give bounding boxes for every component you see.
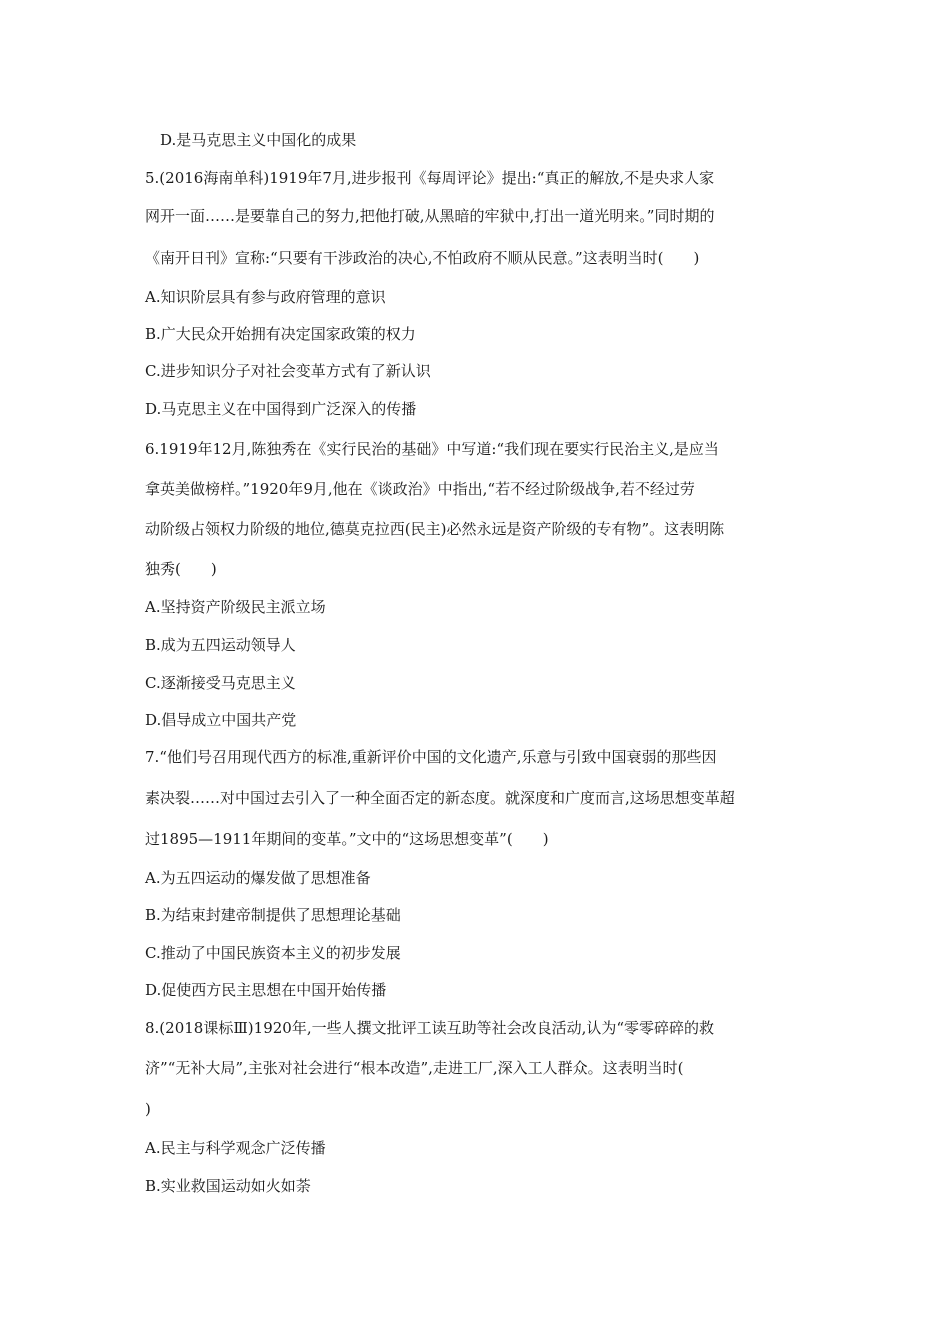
option-a-q7: A.为五四运动的爆发做了思想准备 [145,869,371,887]
option-c-q5: C.进步知识分子对社会变革方式有了新认识 [145,362,431,380]
question-6-line-2: 拿英美做榜样。”1920年9月,他在《谈政治》中指出,“若不经过阶级战争,若不经过劳 [145,480,695,498]
question-8-line-2: 济”“无补大局”,主张对社会进行“根本改造”,走进工厂,深入工人群众。这表明当时( [145,1059,684,1077]
option-b-q7: B.为结束封建帝制提供了思想理论基础 [145,906,401,924]
option-b-q5: B.广大民众开始拥有决定国家政策的权力 [145,325,416,343]
option-c-q6: C.逐渐接受马克思主义 [145,674,296,692]
question-7-line-3: 过1895—1911年期间的变革。”文中的“这场思想变革”( ) [145,830,549,848]
question-6-line-3: 动阶级占领权力阶级的地位,德莫克拉西(民主)必然永远是资产阶级的专有物”。这表明陈 [145,520,725,538]
option-a-q6: A.坚持资产阶级民主派立场 [145,598,326,616]
option-a-q8: A.民主与科学观念广泛传播 [145,1139,326,1157]
option-b-q6: B.成为五四运动领导人 [145,636,296,654]
question-5-line-1: 5.(2016海南单科)1919年7月,进步报刊《每周评论》提出:“真正的解放,不是央求人家 [145,169,715,187]
option-c-q7: C.推动了中国民族资本主义的初步发展 [145,944,401,962]
option-b-q8: B.实业救国运动如火如荼 [145,1177,311,1195]
question-8-line-1: 8.(2018课标Ⅲ)1920年,一些人撰文批评工读互助等社会改良活动,认为“零零碎碎的救 [145,1019,715,1037]
question-7-line-1: 7.“他们号召用现代西方的标准,重新评价中国的文化遗产,乐意与引致中国衰弱的那些因 [145,748,717,766]
option-d-q7: D.促使西方民主思想在中国开始传播 [145,981,387,999]
question-5-line-3: 《南开日刊》宣称:“只要有干涉政治的决心,不怕政府不顺从民意。”这表明当时( ) [145,249,700,267]
question-7-line-2: 素决裂……对中国过去引入了一种全面否定的新态度。就深度和广度而言,这场思想变革超 [145,789,735,807]
option-d-q6: D.倡导成立中国共产党 [145,711,297,729]
question-5-line-2: 网开一面……是要靠自己的努力,把他打破,从黑暗的牢狱中,打出一道光明来。”同时期的 [145,207,715,225]
question-6-line-1: 6.1919年12月,陈独秀在《实行民治的基础》中写道:“我们现在要实行民治主义,是应当 [145,440,719,458]
option-d-q5: D.马克思主义在中国得到广泛深入的传播 [145,400,417,418]
option-a-q5: A.知识阶层具有参与政府管理的意识 [145,288,386,306]
option-d-q4: D.是马克思主义中国化的成果 [160,131,357,149]
question-6-line-4: 独秀( ) [145,560,217,578]
question-8-line-3: ) [145,1100,151,1118]
